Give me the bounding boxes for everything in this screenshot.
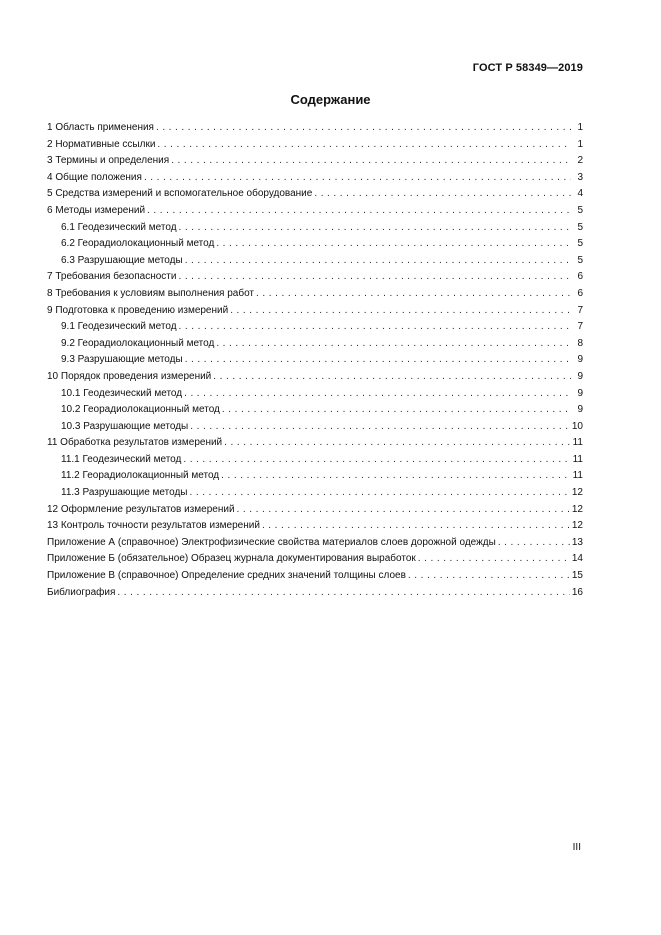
toc-entry-page: 1 [577, 138, 583, 150]
toc-entry-page: 5 [577, 204, 583, 216]
toc-entry-label: 10.1 Геодезический метод [61, 387, 183, 399]
toc-entry-label: 7 Требования безопасности [47, 271, 177, 283]
toc-entry-label: 12 Оформление результатов измерений [47, 503, 235, 515]
toc-entry[interactable] [47, 535, 583, 552]
dot-leader [314, 186, 571, 203]
toc-entry[interactable] [47, 170, 583, 187]
toc-entry[interactable] [47, 419, 583, 436]
toc-entry[interactable] [47, 352, 583, 369]
toc-entry-page: 4 [577, 188, 583, 200]
toc-entry-label: 11 Обработка результатов измерений [47, 437, 223, 449]
dot-leader [222, 402, 571, 419]
toc-entry[interactable] [47, 203, 583, 220]
dot-leader [144, 170, 571, 187]
toc-entry-label: 11.2 Георадиолокационный метод [61, 470, 220, 482]
toc-entry[interactable] [47, 137, 583, 154]
toc-entry-page: 5 [577, 238, 583, 250]
toc-entry-page: 11 [572, 470, 583, 482]
toc-entry-page: 10 [571, 420, 583, 432]
table-of-contents [47, 120, 583, 601]
dot-leader [183, 452, 570, 469]
toc-entry-label: 3 Термины и определения [47, 155, 170, 167]
toc-entry-page: 11 [572, 437, 583, 449]
dot-leader [147, 203, 571, 220]
toc-entry[interactable] [47, 468, 583, 485]
toc-entry-page: 3 [577, 171, 583, 183]
dot-leader [178, 269, 571, 286]
toc-entry[interactable] [47, 186, 583, 203]
toc-entry-page: 1 [577, 122, 583, 133]
toc-entry[interactable] [47, 236, 583, 253]
toc-entry-label: 13 Контроль точности результатов измерений [47, 520, 260, 532]
toc-entry-label: 8 Требования к условиям выполнения работ [47, 287, 255, 299]
dot-leader [408, 568, 570, 585]
toc-entry-page: 12 [571, 487, 583, 499]
dot-leader [117, 585, 569, 602]
toc-entry[interactable] [47, 220, 583, 237]
toc-entry-label: 9.3 Разрушающие методы [61, 354, 183, 366]
toc-entry[interactable] [47, 386, 583, 403]
toc-entry-page: 9 [577, 387, 583, 399]
toc-entry-label: 10.3 Разрушающие методы [61, 420, 189, 432]
toc-entry[interactable] [47, 269, 583, 286]
toc-entry[interactable] [47, 336, 583, 353]
toc-entry-label: Приложение В (справочное) Определение средних значений толщины слоев [47, 570, 406, 582]
dot-leader [256, 286, 571, 303]
toc-entry-page: 5 [577, 221, 583, 233]
dot-leader [418, 551, 570, 568]
dot-leader [230, 303, 571, 320]
dot-leader [179, 319, 571, 336]
dot-leader [262, 518, 570, 535]
dot-leader [237, 502, 570, 519]
toc-entry-label: 5 Средства измерений и вспомогательное оборудование [47, 188, 313, 200]
toc-entry-label: 11.3 Разрушающие методы [61, 487, 188, 499]
toc-entry-page: 6 [577, 271, 583, 283]
toc-entry-page: 12 [571, 503, 583, 515]
toc-entry-page: 11 [572, 453, 583, 465]
toc-entry[interactable] [47, 502, 583, 519]
dot-leader [185, 352, 571, 369]
toc-entry[interactable] [47, 286, 583, 303]
dot-leader [498, 535, 570, 552]
toc-entry-page: 9 [577, 404, 583, 416]
toc-entry[interactable] [47, 120, 583, 137]
toc-entry-page: 13 [571, 536, 583, 548]
toc-entry[interactable] [47, 452, 583, 469]
dot-leader [213, 369, 571, 386]
toc-entry-label: 6 Методы измерений [47, 204, 146, 216]
toc-entry[interactable] [47, 568, 583, 585]
toc-entry[interactable] [47, 253, 583, 270]
toc-entry-page: 7 [577, 321, 583, 333]
toc-entry-label: Приложение А (справочное) Электрофизические свойства материалов слоев дорожной одежды [47, 536, 496, 548]
toc-entry-label: 10 Порядок проведения измерений [47, 370, 212, 382]
dot-leader [179, 220, 571, 237]
dot-leader [157, 137, 571, 154]
toc-entry[interactable] [47, 485, 583, 502]
dot-leader [184, 386, 571, 403]
toc-entry-label: 6.1 Геодезический метод [61, 221, 177, 233]
dot-leader [190, 485, 570, 502]
toc-entry-page: 9 [577, 370, 583, 382]
toc-entry-page: 7 [577, 304, 583, 316]
toc-entry-page: 12 [571, 520, 583, 532]
toc-entry-page: 6 [577, 287, 583, 299]
toc-entry[interactable] [47, 402, 583, 419]
toc-entry-label: 9.1 Геодезический метод [61, 321, 177, 333]
toc-entry-page: 15 [571, 570, 583, 582]
dot-leader [185, 253, 571, 270]
toc-entry-page: 5 [577, 254, 583, 266]
toc-entry-page: 9 [577, 354, 583, 366]
toc-entry[interactable] [47, 585, 583, 602]
toc-entry-label: 2 Нормативные ссылки [47, 138, 156, 150]
toc-entry-page: 14 [571, 553, 583, 565]
toc-entry[interactable] [47, 319, 583, 336]
toc-entry-label: Библиография [47, 586, 116, 598]
toc-entry[interactable] [47, 551, 583, 568]
toc-entry-label: 6.3 Разрушающие методы [61, 254, 183, 266]
toc-entry-label: 1 Область применения [47, 122, 154, 133]
toc-entry-label: Приложение Б (обязательное) Образец журнала документирования выработок [47, 553, 416, 565]
page-title: Содержание [290, 92, 371, 107]
dot-leader [216, 236, 571, 253]
toc-entry[interactable] [47, 303, 583, 320]
toc-entry-label: 4 Общие положения [47, 171, 142, 183]
toc-entry-label: 6.2 Георадиолокационный метод [61, 238, 215, 250]
toc-entry-page: 2 [577, 155, 583, 167]
toc-entry-label: 9 Подготовка к проведению измерений [47, 304, 229, 316]
toc-entry[interactable] [47, 369, 583, 386]
page-number: III [572, 842, 581, 853]
toc-entry[interactable] [47, 435, 583, 452]
toc-entry[interactable] [47, 153, 583, 170]
toc-entry-label: 11.1 Геодезический метод [61, 453, 182, 465]
dot-leader [171, 153, 571, 170]
dot-leader [216, 336, 571, 353]
document-code: ГОСТ Р 58349—2019 [472, 62, 583, 74]
dot-leader [190, 419, 570, 436]
dot-leader [156, 120, 571, 137]
toc-entry-page: 16 [571, 586, 583, 598]
toc-entry-label: 10.2 Георадиолокационный метод [61, 404, 220, 416]
dot-leader [224, 435, 570, 452]
dot-leader [221, 468, 570, 485]
toc-entry-page: 8 [577, 337, 583, 349]
toc-entry-label: 9.2 Георадиолокационный метод [61, 337, 215, 349]
toc-entry[interactable] [47, 518, 583, 535]
